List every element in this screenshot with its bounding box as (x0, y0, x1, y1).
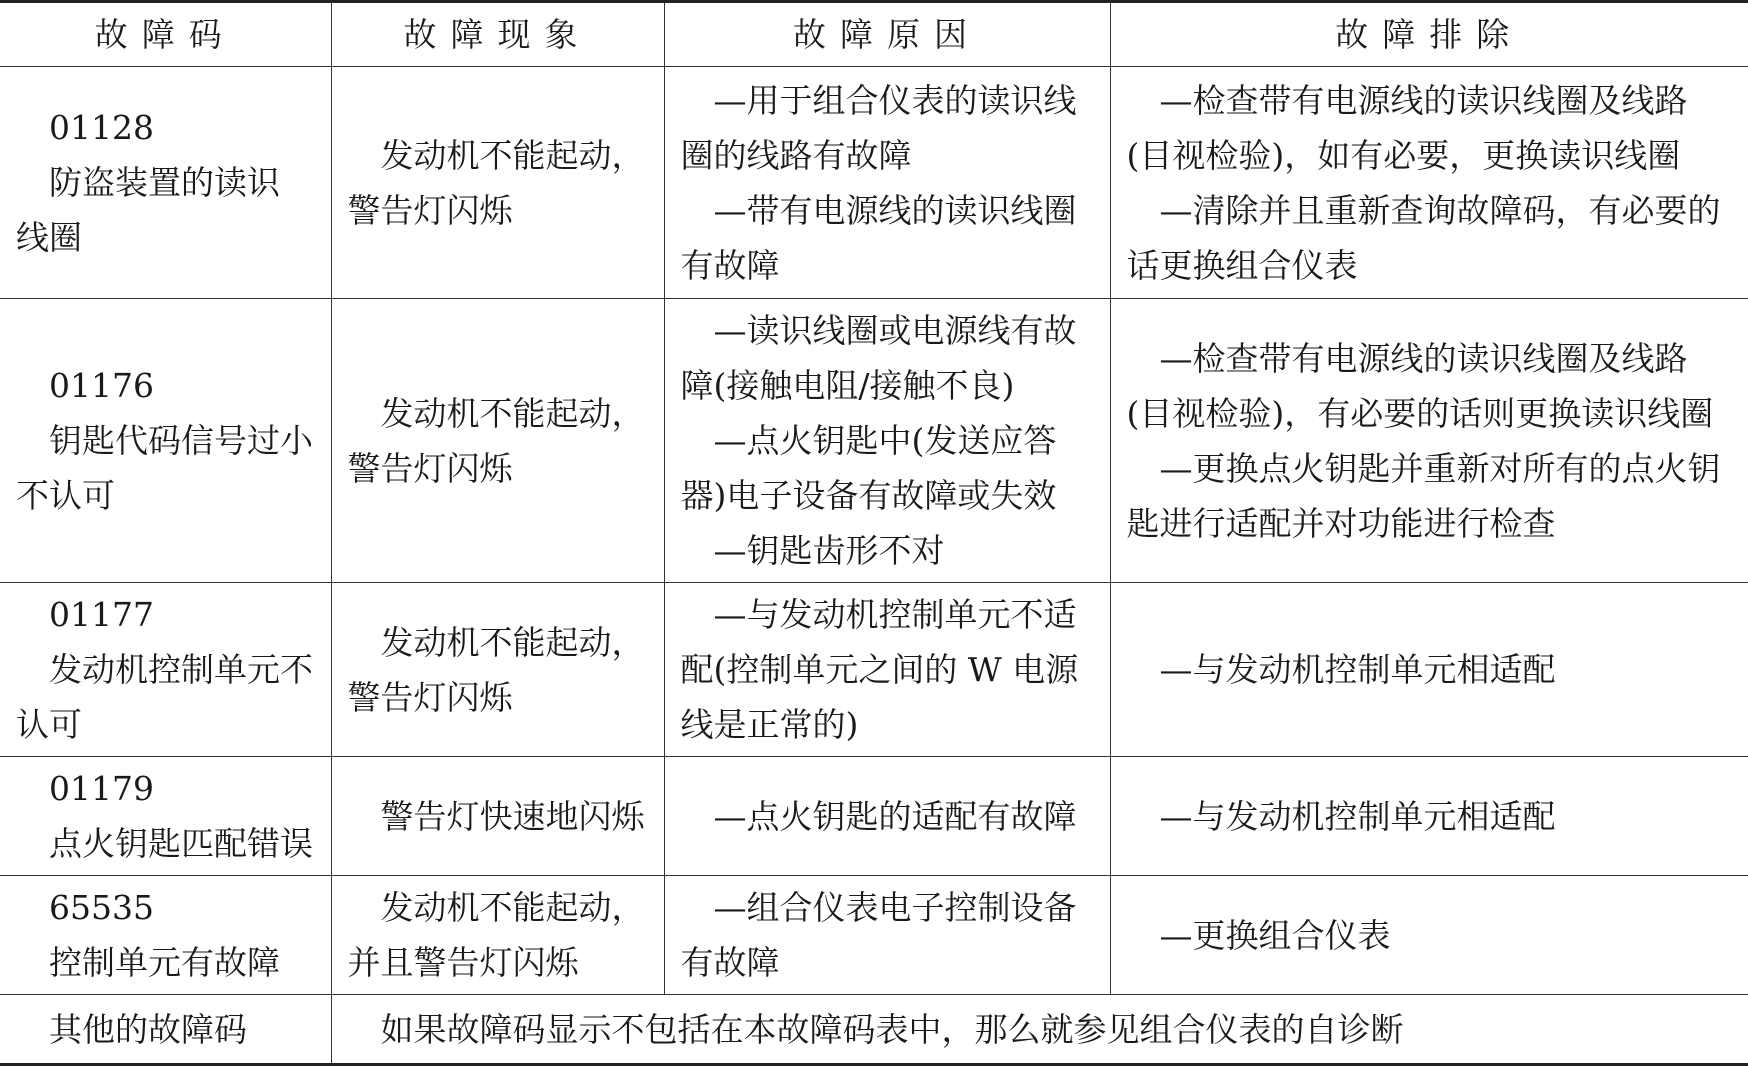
fault-cause-line: 线是正常的) (680, 705, 859, 744)
fault-fix-cell (1110, 67, 1748, 299)
fault-fix-line: —清除并且重新查询故障码，有必要的 (1159, 190, 1721, 230)
fault-fix-line: —检查带有电源线的读识线圈及线路 (1159, 80, 1688, 120)
header-fault-symptom: 故障现象 (331, 2, 664, 67)
fault-fix-line: —更换点火钥匙并重新对所有的点火钥 (1159, 448, 1721, 488)
other-fault-code-label (0, 995, 331, 1065)
table-row (0, 583, 1748, 757)
fault-cause-line: 障(接触电阻/接触不良) (680, 366, 1015, 405)
other-fault-note-text: 如果故障码显示不包括在本故障码表中，那么就参见组合仪表的自诊断 (380, 1009, 1404, 1049)
fault-cause-line: —组合仪表电子控制设备 (713, 888, 1077, 927)
fault-cause-cell (664, 299, 1110, 583)
fault-fix-cell (1110, 299, 1748, 583)
fault-code-description: 控制单元有故障 (49, 943, 280, 982)
fault-cause-cell (664, 757, 1110, 876)
fault-code-cell (0, 876, 331, 995)
fault-cause-cell (664, 876, 1110, 995)
header-fault-code: 故障码 (0, 2, 331, 67)
fault-fix-line: —与发动机控制单元相适配 (1159, 796, 1556, 836)
fault-code-cell (0, 299, 331, 583)
fault-symptom-line: 发动机不能起动， (380, 888, 645, 927)
fault-code-description: 钥匙代码信号过小 (49, 421, 313, 460)
other-fault-note (331, 995, 1748, 1065)
fault-symptom-line: 并且警告灯闪烁 (347, 943, 579, 982)
fault-cause-line: —钥匙齿形不对 (713, 531, 945, 570)
fault-cause-line: 有故障 (680, 245, 780, 285)
table-row (0, 299, 1748, 583)
fault-code-number: 01179 (49, 769, 154, 808)
fault-cause-line: —点火钥匙的适配有故障 (713, 796, 1077, 836)
fault-cause-line: 器)电子设备有故障或失效 (680, 476, 1057, 515)
fault-symptom-line: 警告灯闪烁 (347, 190, 513, 230)
table-row (0, 757, 1748, 876)
fault-symptom-cell (331, 67, 664, 299)
fault-symptom-line: 发动机不能起动， (380, 393, 645, 433)
fault-code-number: 01128 (49, 108, 154, 147)
fault-cause-line: 有故障 (680, 943, 780, 982)
fault-fix-line: —检查带有电源线的读识线圈及线路 (1159, 338, 1688, 378)
fault-symptom-cell (331, 757, 664, 876)
fault-symptom-line: 发动机不能起动， (380, 622, 645, 662)
fault-cause-cell (664, 583, 1110, 757)
other-fault-code-text: 其他的故障码 (49, 1009, 247, 1049)
header-fault-fix: 故障排除 (1110, 2, 1748, 67)
fault-fix-line: —与发动机控制单元相适配 (1159, 650, 1556, 689)
fault-code-description: 点火钥匙匹配错误 (49, 824, 313, 863)
header-fault-cause: 故障原因 (664, 2, 1110, 67)
fault-fix-line: (目视检验)，如有必要，更换读识线圈 (1126, 135, 1681, 175)
fault-code-cell (0, 757, 331, 876)
fault-cause-line: 配(控制单元之间的 W 电源 (680, 650, 1079, 689)
fault-fix-line: 匙进行适配并对功能进行检查 (1126, 503, 1556, 543)
fault-symptom-line: 发动机不能起动， (380, 135, 645, 175)
fault-fix-cell (1110, 876, 1748, 995)
fault-code-number: 65535 (49, 888, 154, 927)
fault-symptom-cell (331, 876, 664, 995)
fault-cause-line: —读识线圈或电源线有故 (713, 311, 1077, 350)
fault-code-number: 01176 (49, 366, 154, 405)
fault-symptom-cell (331, 299, 664, 583)
fault-fix-cell (1110, 757, 1748, 876)
fault-fix-cell (1110, 583, 1748, 757)
fault-code-description: 认可 (16, 705, 82, 744)
fault-cause-line: —点火钥匙中(发送应答 (713, 421, 1057, 460)
fault-fix-line: —更换组合仪表 (1159, 915, 1391, 955)
fault-cause-line: 圈的线路有故障 (680, 135, 912, 175)
fault-symptom-cell (331, 583, 664, 757)
table-row (0, 876, 1748, 995)
fault-code-cell (0, 583, 331, 757)
fault-cause-cell (664, 67, 1110, 299)
fault-cause-line: —与发动机控制单元不适 (713, 595, 1077, 634)
fault-code-cell (0, 67, 331, 299)
fault-code-description: 发动机控制单元不 (49, 650, 313, 689)
fault-cause-line: —带有电源线的读识线圈 (713, 190, 1077, 230)
fault-cause-line: —用于组合仪表的读识线 (713, 80, 1077, 120)
fault-fix-line: 话更换组合仪表 (1126, 245, 1358, 285)
fault-symptom-line: 警告灯快速地闪烁 (380, 796, 645, 836)
fault-fix-line: (目视检验)，有必要的话则更换读识线圈 (1126, 393, 1714, 433)
fault-code-description: 不认可 (16, 476, 115, 515)
fault-code-number: 01177 (49, 595, 154, 634)
table-row-other (0, 995, 1748, 1065)
fault-symptom-line: 警告灯闪烁 (347, 448, 513, 488)
table-row (0, 67, 1748, 299)
fault-symptom-line: 警告灯闪烁 (347, 677, 513, 717)
table-header-row (0, 2, 1748, 67)
fault-code-description: 防盗装置的读识 (49, 163, 280, 202)
fault-code-description: 线圈 (16, 218, 82, 257)
